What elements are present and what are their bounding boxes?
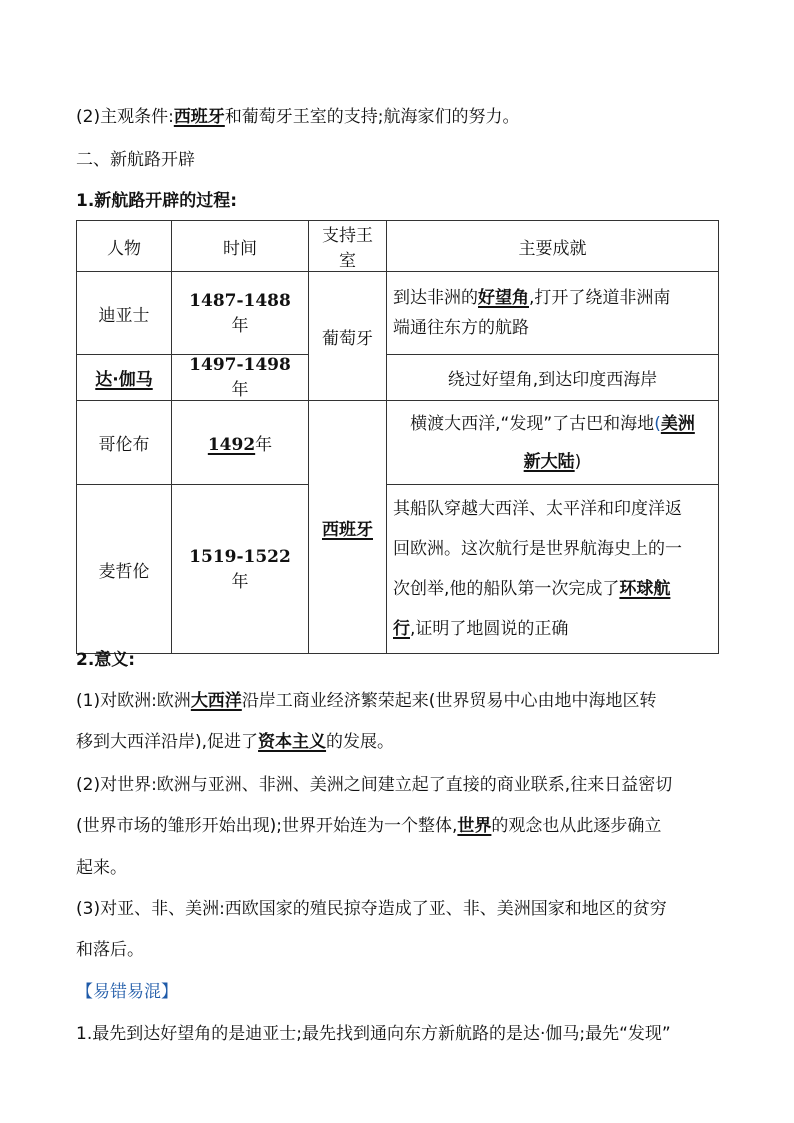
cell-person: 迪亚士 bbox=[77, 272, 172, 355]
text: 和葡萄牙王室的支持;航海家们的努力。 bbox=[224, 107, 520, 127]
bracket: ) bbox=[574, 451, 582, 472]
key-term-cape: 好望角 bbox=[478, 288, 529, 308]
header-achievement: 主要成就 bbox=[387, 221, 719, 272]
year-unit: 年 bbox=[231, 380, 249, 400]
key-term-world: 世界 bbox=[457, 816, 492, 836]
cell-person bbox=[77, 355, 172, 401]
cell-time bbox=[172, 401, 309, 485]
voyages-table bbox=[76, 220, 719, 654]
key-year: 1492 bbox=[207, 435, 256, 455]
text: 其船队穿越大西洋、太平洋和印度洋返 bbox=[393, 499, 682, 519]
header-crown: 支持王室 bbox=[309, 221, 387, 272]
header-time: 时间 bbox=[172, 221, 309, 272]
text: 的观念也从此逐步确立 bbox=[491, 816, 662, 836]
key-term-new-continent: 新大陆 bbox=[523, 451, 575, 472]
paragraph-subjective-conditions bbox=[76, 106, 726, 128]
table-row bbox=[77, 355, 719, 401]
paragraph-europe-cont bbox=[76, 731, 726, 753]
cell-person: 哥伦布 bbox=[77, 401, 172, 485]
year-unit: 年 bbox=[231, 315, 249, 336]
text: 次创举,他的船队第一次完成了 bbox=[393, 579, 620, 599]
cell-crown-spain bbox=[309, 401, 387, 654]
paragraph-europe bbox=[76, 690, 726, 712]
text: 端通往东方的航路 bbox=[393, 318, 529, 338]
cell-time bbox=[172, 355, 309, 401]
key-term-circumnavigation: 环球航 bbox=[619, 579, 671, 599]
section-heading: 二、新航路开辟 bbox=[76, 150, 195, 170]
year-unit: 年 bbox=[231, 571, 249, 592]
cell-achievement: 绕过好望角,到达印度西海岸 bbox=[387, 355, 719, 401]
text: 横渡大西洋,“发现”了古巴和海地 bbox=[410, 413, 655, 434]
text: 到达非洲的 bbox=[393, 288, 478, 308]
key-term-america: 美洲 bbox=[660, 413, 695, 434]
paragraph-world-cont: 起来。 bbox=[76, 858, 127, 878]
key-term-spain: 西班牙 bbox=[322, 519, 373, 540]
table-row bbox=[77, 401, 719, 485]
text: 沿岸工商业经济繁荣起来(世界贸易中心由地中海地区转 bbox=[241, 691, 657, 711]
cell-crown-portugal: 葡萄牙 bbox=[309, 272, 387, 401]
text: (1)对欧洲:欧洲 bbox=[76, 691, 191, 711]
key-term-spain: 西班牙 bbox=[173, 107, 225, 127]
key-term-circumnavigation: 行 bbox=[393, 619, 410, 639]
text: 回欧洲。这次航行是世界航海史上的一 bbox=[393, 539, 682, 559]
cell-time bbox=[172, 485, 309, 654]
year-range: 1519-1522 bbox=[189, 546, 291, 567]
note-item: 1.最先到达好望角的是迪亚士;最先找到通向东方新航路的是达·伽马;最先“发现” bbox=[76, 1024, 671, 1044]
paragraph-asia-africa-america-cont: 和落后。 bbox=[76, 940, 144, 960]
key-term-atlantic: 大西洋 bbox=[190, 691, 242, 711]
cell-time bbox=[172, 272, 309, 355]
year-range: 1487-1488 bbox=[189, 290, 291, 311]
table-row bbox=[77, 272, 719, 355]
table-row bbox=[77, 485, 719, 654]
note-heading: 【易错易混】 bbox=[76, 982, 178, 1002]
text: 的发展。 bbox=[326, 732, 395, 752]
text: ,证明了地圆说的正确 bbox=[410, 619, 569, 639]
cell-achievement bbox=[387, 272, 719, 355]
cell-person: 麦哲伦 bbox=[77, 485, 172, 654]
paragraph-world-cont bbox=[76, 815, 726, 837]
bracket: ( bbox=[654, 413, 661, 434]
paragraph-asia-africa-america: (3)对亚、非、美洲:西欧国家的殖民掠夺造成了亚、非、美洲国家和地区的贫穷 bbox=[76, 899, 667, 919]
subsection-heading-process: 1.新航路开辟的过程: bbox=[76, 191, 238, 211]
key-term-da-gama: 达·伽马 bbox=[95, 370, 153, 390]
table-header-row bbox=[77, 221, 719, 272]
text: ,打开了绕道非洲南 bbox=[529, 288, 671, 308]
subsection-heading-significance: 2.意义: bbox=[76, 650, 136, 670]
paragraph-world: (2)对世界:欧洲与亚洲、非洲、美洲之间建立起了直接的商业联系,往来日益密切 bbox=[76, 775, 673, 795]
cell-achievement bbox=[387, 485, 719, 654]
text: (2)主观条件: bbox=[76, 107, 174, 127]
key-term-capitalism: 资本主义 bbox=[258, 732, 327, 752]
text: 移到大西洋沿岸),促进了 bbox=[76, 732, 259, 752]
text: (世界市场的雏形开始出现);世界开始连为一个整体, bbox=[76, 816, 458, 836]
header-person: 人物 bbox=[77, 221, 172, 272]
year-range: 1497-1498 bbox=[189, 355, 291, 375]
year-unit: 年 bbox=[255, 435, 273, 455]
cell-achievement bbox=[387, 401, 719, 485]
